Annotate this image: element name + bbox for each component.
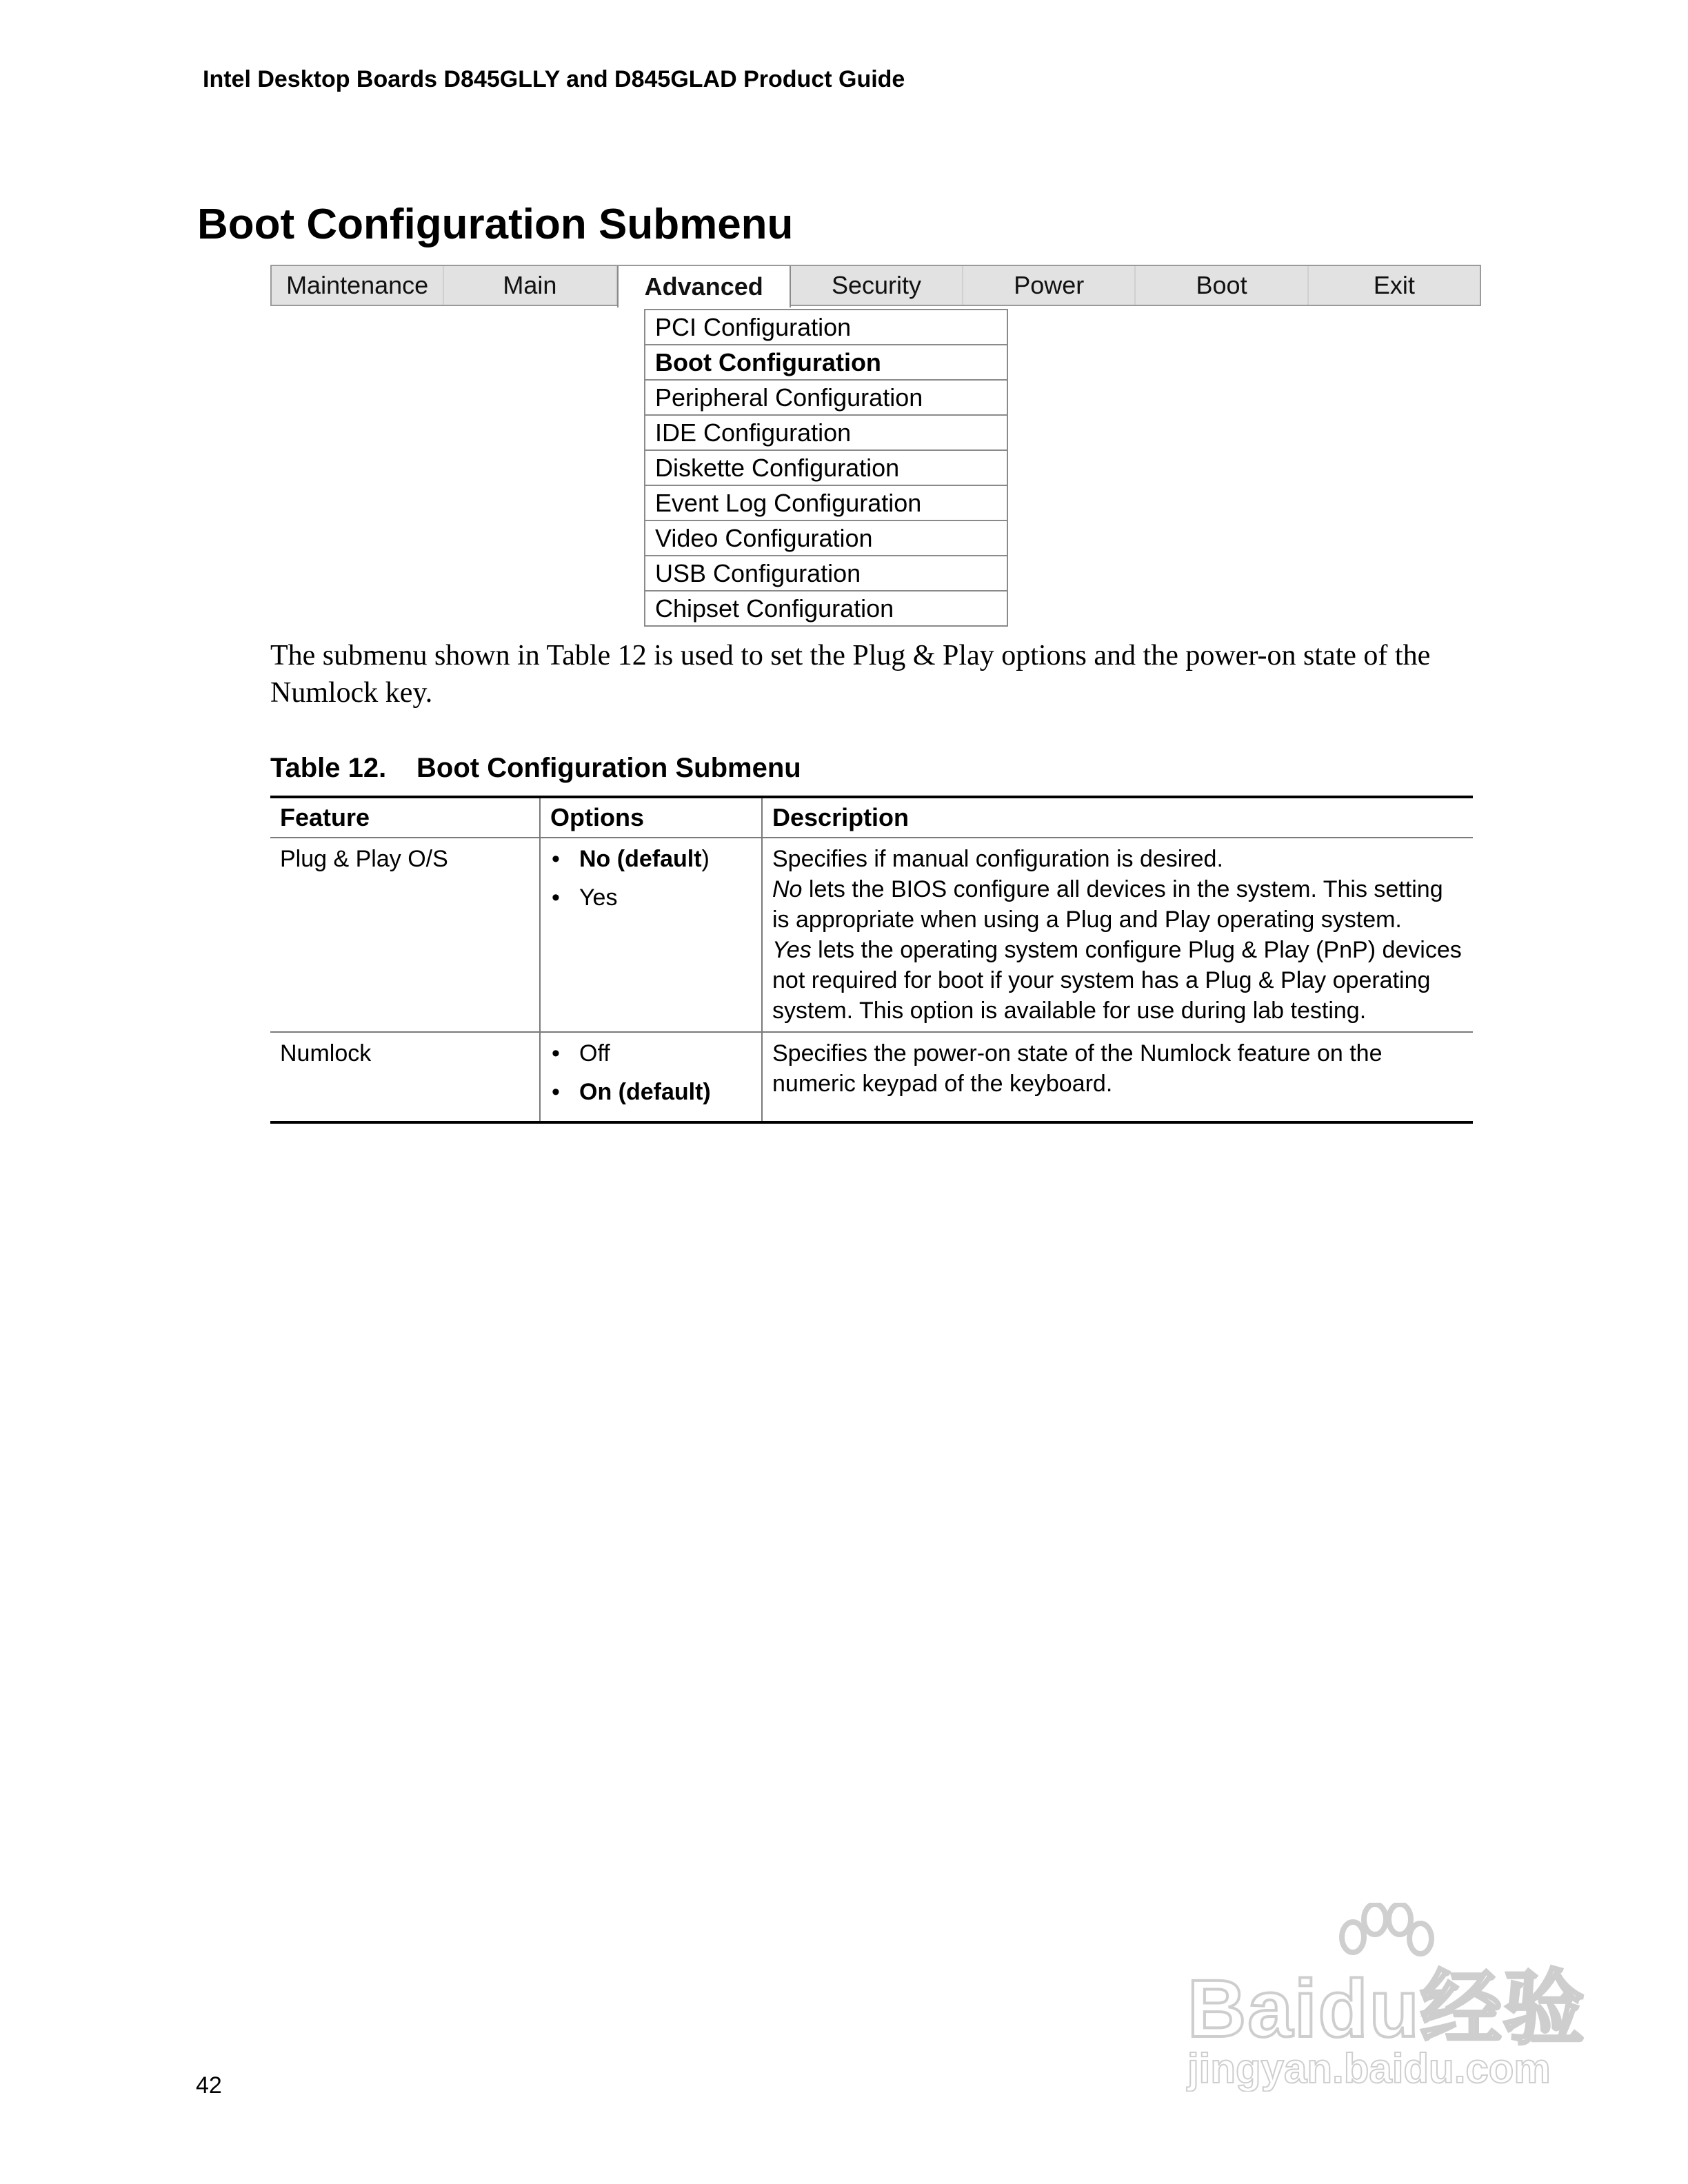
table-caption-title: Boot Configuration Submenu [416, 753, 801, 783]
option-item [550, 1077, 752, 1107]
menu-tab-main[interactable]: Main [444, 266, 616, 305]
bios-menu-bar [270, 265, 1481, 306]
option-suffix: ) [701, 846, 710, 872]
bullet-icon: • [552, 884, 560, 911]
submenu-item-pci[interactable]: PCI Configuration [645, 310, 1007, 345]
submenu-item-usb[interactable]: USB Configuration [645, 556, 1007, 592]
menu-tab-power[interactable]: Power [963, 266, 1136, 305]
description-line: Specifies the power-on state of the Numlock feature on the numeric keypad of the keyboard. [772, 1040, 1383, 1097]
option-default-label: No (default [579, 846, 702, 872]
header-options: Options [540, 797, 762, 838]
option-item [550, 844, 752, 874]
options-cell [540, 838, 762, 1032]
page-number: 42 [196, 2072, 222, 2099]
boot-config-table [270, 796, 1473, 1124]
menu-tab-exit[interactable]: Exit [1373, 271, 1415, 299]
feature-cell: Numlock [270, 1032, 540, 1122]
submenu-item-ide[interactable]: IDE Configuration [645, 416, 1007, 451]
description-cell [762, 1032, 1473, 1122]
table-row [270, 1032, 1473, 1122]
submenu-item-diskette[interactable]: Diskette Configuration [645, 451, 1007, 486]
table-header-row [270, 797, 1473, 838]
description-line [772, 935, 1463, 1026]
table-caption-number: Table 12. [270, 753, 387, 783]
running-header: Intel Desktop Boards D845GLLY and D845GLAD Product Guide [203, 66, 905, 92]
submenu-item-chipset[interactable]: Chipset Configuration [655, 594, 894, 623]
header-feature: Feature [270, 797, 540, 838]
description-emphasis: Yes [772, 937, 812, 963]
intro-paragraph: The submenu shown in Table 12 is used to set the Plug & Play options and the power-on state of the Numlock key. [270, 640, 1431, 709]
bullet-icon: • [552, 1079, 560, 1105]
description-text: lets the operating system configure Plug & Play (PnP) devices not required for boot if your system has a Plug & Play operating system. This option is available for use during lab testing. [772, 937, 1462, 1024]
description-line: Specifies if manual configuration is desired. [772, 846, 1223, 872]
option-item [550, 1038, 752, 1069]
submenu-item-boot[interactable]: Boot Configuration [645, 345, 1007, 381]
table-row [270, 838, 1473, 1032]
menu-tab-security[interactable]: Security [791, 266, 963, 305]
option-default-label: On (default) [579, 1079, 711, 1105]
section-title: Boot Configuration Submenu [197, 201, 794, 248]
option-label: Yes [579, 884, 618, 911]
description-cell [762, 838, 1473, 1032]
submenu-item-event-log[interactable]: Event Log Configuration [645, 486, 1007, 521]
table-caption [270, 753, 801, 784]
description-emphasis: No [772, 876, 803, 902]
advanced-submenu [644, 309, 1008, 627]
bullet-icon: • [552, 846, 560, 872]
options-cell [540, 1032, 762, 1122]
menu-tab-maintenance[interactable]: Maintenance [272, 266, 444, 305]
header-description: Description [772, 803, 910, 831]
watermark-brand: Baidu经验 [1187, 1963, 1586, 2054]
menu-tab-boot[interactable]: Boot [1136, 266, 1308, 305]
submenu-item-video[interactable]: Video Configuration [645, 521, 1007, 556]
option-label: Off [579, 1040, 610, 1066]
watermark-url: jingyan.baidu.com [1187, 2045, 1551, 2092]
description-line [772, 874, 1463, 935]
bullet-icon: • [552, 1040, 560, 1066]
submenu-item-peripheral[interactable]: Peripheral Configuration [645, 381, 1007, 416]
feature-cell: Plug & Play O/S [270, 838, 540, 1032]
description-text: lets the BIOS configure all devices in the system. This setting is appropriate when using a Plug and Play operating system. [772, 876, 1443, 933]
baidu-watermark [1172, 1903, 1586, 2110]
option-item [550, 882, 752, 913]
menu-tab-advanced[interactable]: Advanced [617, 266, 791, 307]
